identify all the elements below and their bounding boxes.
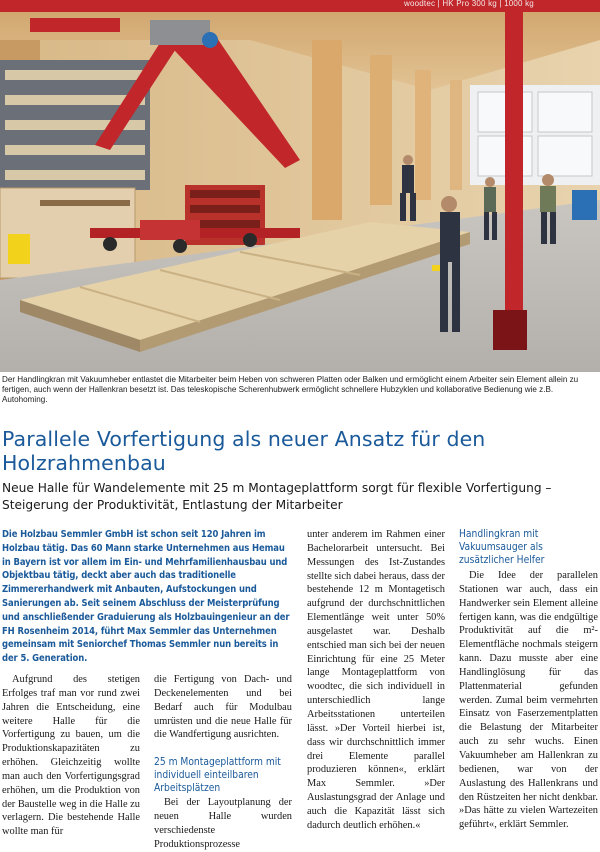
- article-photo: [0, 0, 600, 372]
- column-1-paragraph: Aufgrund des stetigen Erfolges traf man vor rund zwei Jahren die Entscheidung, eine weitere Halle für die Vorfertigung zu bauen, um die Produktionskapazitäten zu erhöhen. Gleichzeitig wollte man auch den Vorfertigungsgrad erhöhen, um die Produktion von der Baustelle weg in die Halle zu verlagern. Die bestehende Halle wollte man für: [2, 674, 140, 838]
- section-heading-montageplattform: 25 m Montageplattform mit individuell einteilbaren Arbeitsplätzen: [154, 757, 281, 795]
- lead-column: [2, 528, 294, 666]
- crane-label: woodtec | HK Pro 300 kg | 1000 kg: [404, 0, 534, 8]
- lead-paragraph: Die Holzbau Semmler GmbH ist schon seit 120 Jahren im Holzbau tätig. Das 60 Mann starke Unternehmen aus Hemau in Bayern ist vor allem im Ein- und Mehrfamilienhausbau und Objektbau tätig, deckt aber auch das traditionelle Zimmererhandwerk mit Anbauten, Aufstockungen und Sanierungen ab. Seit seinem Abschluss der Meisterprüfung und anschließender Graduierung als Holzbauingenieur an der FH Rosenheim 2014, führt Max Semmler das Unternehmen gemeinsam mit Seniorchef Thomas Semmler nun bereits in der 5. Generation.: [2, 529, 290, 665]
- column-2-paragraph-2: Bei der Layoutplanung der neuen Halle wurden verschiedenste Produktionsprozesse: [154, 797, 292, 850]
- factory-hall-illustration: [0, 0, 600, 372]
- article-title: Parallele Vorfertigung als neuer Ansatz für den Holzrahmenbau: [2, 427, 486, 475]
- column-3: [307, 528, 445, 833]
- article-subtitle: Neue Halle für Wandelemente mit 25 m Montageplattform sorgt für flexible Vorfertigung – Steigerung der Produktivität, Entlastung der Mitarbeiter: [2, 481, 552, 512]
- column-3-paragraph: unter anderem im Rahmen einer Bachelorarbeit untersucht. Bei Messungen des Ist-Zustandes stellte sich dabei heraus, dass der bestehende 12 m Montagetisch aufgrund der durchschnittlichen Elementlänge weit unter 50% ausgelastet war. Deshalb entschied man sich bei der neuen Einrichtung für eine 25 Meter lange Montageplattform von woodtec, die sich individuell in unterschiedlich lange Arbeitsstationen unterteilen lässt. »Der Vorteil hierbei ist, dass wir durchschnittlich immer drei Elemente parallel produzieren können«, erklärt Max Semmler. »Der Auslastungsgrad der Anlage und auch die Kapazität lässt sich dadurch deutlich erhöhen.«: [307, 529, 445, 831]
- photo-caption: Der Handlingkran mit Vakuumheber entlastet die Mitarbeiter beim Heben von schweren Platten oder Balken und ermöglicht einem Arbeiter sein Element allein zu fertigen, auch wenn der Hallenkran besetzt ist. Das teleskopische Scherenhubwerk ermöglicht schnellere Hubzyklen und kollaborative Bedienung wie z.B. Autohoming.: [2, 375, 579, 404]
- column-4-paragraph: Die Idee der parallelen Stationen war auch, dass ein Handwerker sein Element alleine fertigen kann, was die endgültige Produktivität auf die m²-Elementfläche nochmals steigern kann. Dazu musste aber eine Handlinglösung für das Plattenmaterial gefunden werden. Zumal beim vermehrten Einsatz von Faserzementplatten die Belastung der Mitarbeiter auch zu sehr wuchs. Einen Vakuumheber am Hallenkran zu bedienen, war von der Auslastung des Hallenkrans und den Rüstzeiten her nicht denkbar. »Das hätte zu vielen Wartezeiten geführt«, erklärt Semmler.: [459, 570, 598, 831]
- column-4: [459, 528, 598, 832]
- section-heading-handlingkran: Handlingkran mit Vakuumsauger als zusätzlicher Helfer: [459, 529, 545, 566]
- column-2: [154, 673, 292, 852]
- column-1: [2, 673, 140, 839]
- column-2-paragraph: die Fertigung von Dach- und Deckenelementen und bei Bedarf auch für Modulbau umrüsten und die neue Halle für die Wandfertigung ausrichten.: [154, 674, 292, 741]
